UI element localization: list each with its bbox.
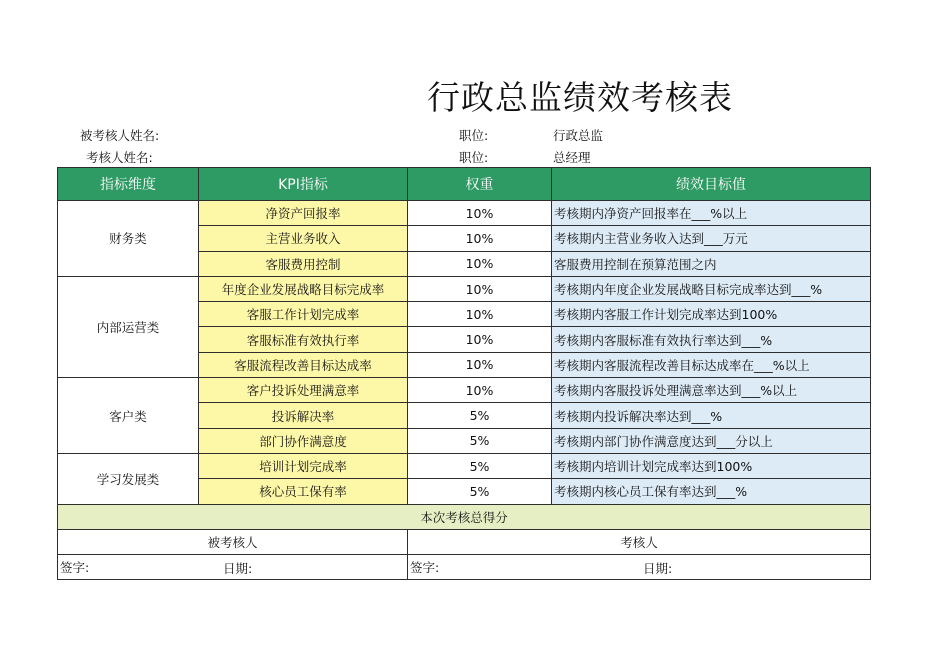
weight-cell: 5% bbox=[408, 479, 552, 504]
kpi-table bbox=[57, 167, 871, 580]
target-cell: 考核期内投诉解决率达到___% bbox=[552, 403, 871, 428]
target-cell: 考核期内客服流程改善目标达成率在___%以上 bbox=[552, 352, 871, 377]
indicator-cell: 年度企业发展战略目标完成率 bbox=[199, 276, 408, 301]
position-value-1: 行政总监 bbox=[553, 128, 604, 143]
appraisee-header: 被考核人 bbox=[58, 529, 408, 554]
header-target: 绩效目标值 bbox=[552, 168, 871, 201]
weight-cell: 10% bbox=[408, 251, 552, 276]
indicator-cell: 净资产回报率 bbox=[199, 201, 408, 226]
target-cell: 考核期内主营业务收入达到___万元 bbox=[552, 226, 871, 251]
indicator-cell: 客服工作计划完成率 bbox=[199, 302, 408, 327]
indicator-cell: 核心员工保有率 bbox=[199, 479, 408, 504]
target-cell: 考核期内客服投诉处理满意率达到___%以上 bbox=[552, 378, 871, 403]
table-row bbox=[58, 276, 871, 301]
indicator-cell: 客服标准有效执行率 bbox=[199, 327, 408, 352]
appraiser-sign-label: 签字: bbox=[410, 560, 440, 576]
dimension-cell: 客户类 bbox=[58, 378, 199, 454]
table-row bbox=[58, 201, 871, 226]
weight-cell: 5% bbox=[408, 403, 552, 428]
weight-cell: 10% bbox=[408, 201, 552, 226]
dimension-cell: 内部运营类 bbox=[58, 276, 199, 377]
weight-cell: 10% bbox=[408, 352, 552, 377]
weight-cell: 10% bbox=[408, 226, 552, 251]
position-label-1: 职位: bbox=[459, 128, 489, 143]
indicator-cell: 主营业务收入 bbox=[199, 226, 408, 251]
appraiser-header: 考核人 bbox=[408, 529, 871, 554]
table-row bbox=[58, 453, 871, 478]
indicator-cell: 部门协作满意度 bbox=[199, 428, 408, 453]
appraisee-date-label: 日期: bbox=[223, 561, 253, 577]
appraisee-name-label: 被考核人姓名: bbox=[80, 128, 160, 143]
target-cell: 考核期内部门协作满意度达到___分以上 bbox=[552, 428, 871, 453]
appraiser-date-label: 日期: bbox=[643, 561, 673, 577]
target-cell: 考核期内客服标准有效执行率达到___% bbox=[552, 327, 871, 352]
weight-cell: 5% bbox=[408, 428, 552, 453]
total-row bbox=[58, 504, 871, 529]
target-cell: 考核期内净资产回报率在___%以上 bbox=[552, 201, 871, 226]
appraisee-sign-cell[interactable] bbox=[58, 555, 408, 580]
weight-cell: 10% bbox=[408, 378, 552, 403]
indicator-cell: 培训计划完成率 bbox=[199, 453, 408, 478]
table-row bbox=[58, 378, 871, 403]
target-cell: 考核期内年度企业发展战略目标完成率达到___% bbox=[552, 276, 871, 301]
header-weight: 权重 bbox=[408, 168, 552, 201]
page-title: 行政总监绩效考核表 bbox=[427, 78, 733, 117]
target-cell: 考核期内培训计划完成率达到100% bbox=[552, 453, 871, 478]
sign-row bbox=[58, 555, 871, 580]
indicator-cell: 投诉解决率 bbox=[199, 403, 408, 428]
position-label-2: 职位: bbox=[459, 150, 489, 165]
appraisee-sign-label: 签字: bbox=[60, 560, 90, 576]
position-value-2: 总经理 bbox=[553, 150, 591, 165]
header-dimension: 指标维度 bbox=[58, 168, 199, 201]
appraiser-sign-cell[interactable] bbox=[408, 555, 871, 580]
indicator-cell: 客服费用控制 bbox=[199, 251, 408, 276]
weight-cell: 10% bbox=[408, 327, 552, 352]
indicator-cell: 客服流程改善目标达成率 bbox=[199, 352, 408, 377]
target-cell: 考核期内客服工作计划完成率达到100% bbox=[552, 302, 871, 327]
appraiser-name-label: 考核人姓名: bbox=[86, 150, 153, 165]
target-cell: 客服费用控制在预算范围之内 bbox=[552, 251, 871, 276]
total-score-label: 本次考核总得分 bbox=[58, 504, 871, 529]
weight-cell: 5% bbox=[408, 453, 552, 478]
sign-header-row bbox=[58, 529, 871, 554]
dimension-cell: 学习发展类 bbox=[58, 453, 199, 504]
table-header-row bbox=[58, 168, 871, 201]
weight-cell: 10% bbox=[408, 276, 552, 301]
weight-cell: 10% bbox=[408, 302, 552, 327]
dimension-cell: 财务类 bbox=[58, 201, 199, 277]
header-kpi: KPI指标 bbox=[199, 168, 408, 201]
target-cell: 考核期内核心员工保有率达到___% bbox=[552, 479, 871, 504]
indicator-cell: 客户投诉处理满意率 bbox=[199, 378, 408, 403]
